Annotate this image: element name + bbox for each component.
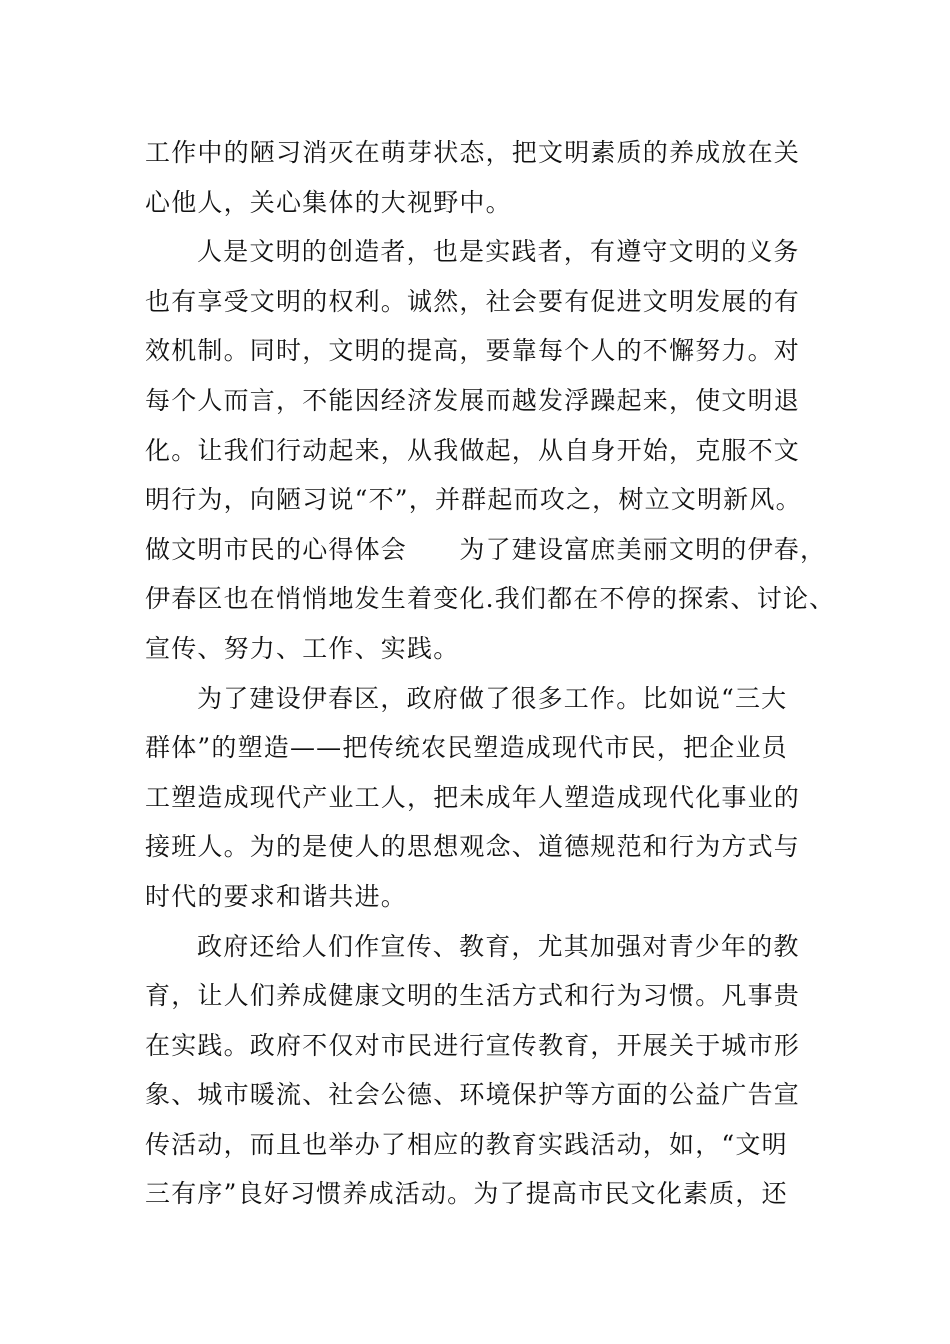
text-line: 接班人。为的是使人的思想观念、道德规范和行为方式与 xyxy=(145,832,801,862)
text-line: 政府还给人们作宣传、教育，尤其加强对青少年的教 xyxy=(197,931,800,961)
text-line: 群体”的塑造——把传统农民塑造成现代市民，把企业员 xyxy=(145,733,788,763)
text-line: 工塑造成现代产业工人，把未成年人塑造成现代化事业的 xyxy=(145,782,801,812)
text-line: 明行为，向陋习说“不”，并群起而攻之，树立文明新风。 xyxy=(145,485,802,515)
text-line: 育，让人们养成健康文明的生活方式和行为习惯。凡事贵 xyxy=(145,981,801,1011)
text-line: 也有享受文明的权利。诚然，社会要有促进文明发展的有 xyxy=(145,286,801,316)
text-line: 时代的要求和谐共进。 xyxy=(145,881,408,911)
text-line: 宣传、努力、工作、实践。 xyxy=(145,633,460,663)
text-line: 为了建设伊春区，政府做了很多工作。比如说“三大 xyxy=(197,683,788,713)
text-line: 在实践。政府不仅对市民进行宣传教育，开展关于城市形 xyxy=(145,1030,801,1060)
text-line: 人是文明的创造者，也是实践者，有遵守文明的义务 xyxy=(197,237,800,267)
body-text xyxy=(145,128,836,1219)
text-line: 做文明市民的心得体会 为了建设富庶美丽文明的伊春， xyxy=(145,534,827,564)
text-line: 伊春区也在悄悄地发生着变化.我们都在不停的探索、讨论、 xyxy=(145,584,836,614)
text-line: 象、城市暖流、社会公德、环境保护等方面的公益广告宣 xyxy=(145,1080,801,1110)
text-line: 化。让我们行动起来，从我做起，从自身开始，克服不文 xyxy=(145,435,801,465)
text-line: 工作中的陋习消灭在萌芽状态，把文明素质的养成放在关 xyxy=(145,138,801,167)
text-line: 心他人，关心集体的大视野中。 xyxy=(145,187,512,217)
text-line: 三有序”良好习惯养成活动。为了提高市民文化素质，还 xyxy=(145,1179,788,1209)
text-line: 效机制。同时，文明的提高，要靠每个人的不懈努力。对 xyxy=(145,336,801,366)
text-line: 每个人而言，不能因经济发展而越发浮躁起来，使文明退 xyxy=(145,385,801,415)
text-line: 传活动，而且也举办了相应的教育实践活动，如，“文明 xyxy=(145,1129,788,1159)
